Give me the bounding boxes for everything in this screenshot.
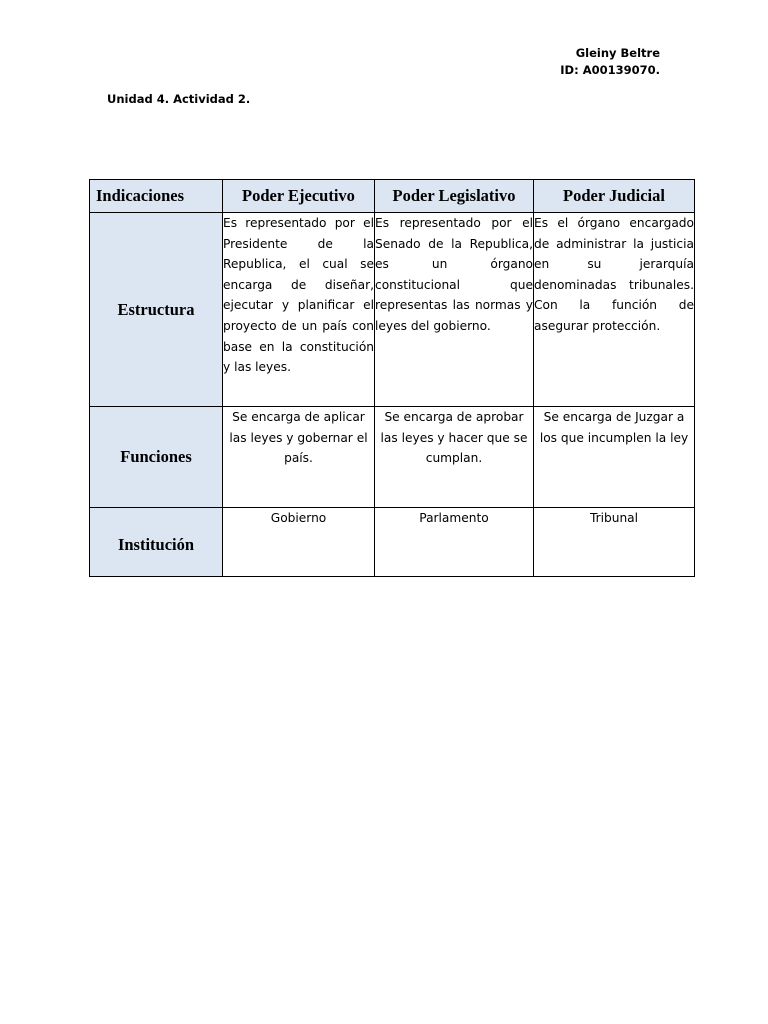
table-row	[90, 213, 695, 407]
cell-estructura-ejecutivo: Es representado por el Presidente de la Republica, el cual se encarga de diseñar, ejecutar y planificar el proyecto de un país con base en la constitución y las leyes.	[223, 213, 375, 407]
unit-title: Unidad 4. Actividad 2.	[107, 92, 251, 106]
table-row	[90, 407, 695, 508]
author-name: Gleiny Beltre	[575, 46, 660, 60]
cell-institucion-legislativo: Parlamento	[375, 508, 534, 577]
cell-estructura-legislativo: Es representado por el Senado de la Republica, es un órgano constitucional que representas las normas y leyes del gobierno.	[375, 213, 534, 407]
author-block	[540, 45, 660, 79]
column-header-poder-ejecutivo: Poder Ejecutivo	[223, 180, 375, 213]
table-header-row	[90, 180, 695, 213]
cell-institucion-judicial: Tribunal	[534, 508, 695, 577]
table-row	[90, 508, 695, 577]
cell-funciones-judicial: Se encarga de Juzgar a los que incumplen la ley	[534, 407, 695, 508]
cell-funciones-ejecutivo: Se encarga de aplicar las leyes y gobernar el país.	[223, 407, 375, 508]
column-header-poder-judicial: Poder Judicial	[534, 180, 695, 213]
cell-institucion-ejecutivo: Gobierno	[223, 508, 375, 577]
cell-funciones-legislativo: Se encarga de aprobar las leyes y hacer que se cumplan.	[375, 407, 534, 508]
row-label-institucion: Institución	[90, 508, 223, 577]
column-header-poder-legislativo: Poder Legislativo	[375, 180, 534, 213]
row-label-estructura: Estructura	[90, 213, 223, 407]
row-label-funciones: Funciones	[90, 407, 223, 508]
column-header-indicaciones: Indicaciones	[90, 180, 223, 213]
powers-comparison-table	[89, 179, 695, 577]
cell-estructura-judicial: Es el órgano encargado de administrar la justicia en su jerarquía denominadas tribunales. Con la función de asegurar protección.	[534, 213, 695, 407]
author-id: ID: A00139070.	[560, 63, 660, 77]
